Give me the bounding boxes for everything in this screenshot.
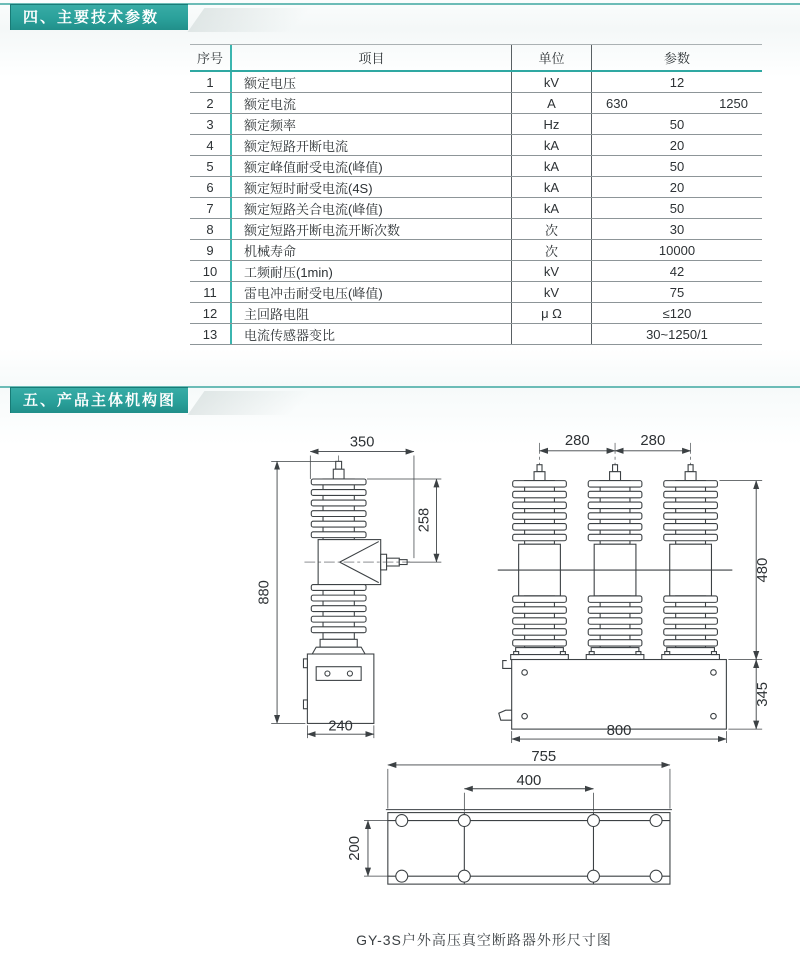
cell-value: 50 bbox=[669, 116, 685, 132]
cell-value bbox=[592, 93, 762, 113]
dim-label-480: 480 bbox=[755, 557, 772, 583]
col-header-no: 序号 bbox=[190, 45, 232, 70]
table-row bbox=[190, 198, 762, 219]
dim-label-240: 240 bbox=[328, 718, 353, 735]
cell-unit: Hz bbox=[512, 114, 592, 134]
cell-item: 额定电压 bbox=[232, 72, 512, 92]
cell-value: 42 bbox=[669, 263, 685, 279]
col-header-item: 项目 bbox=[232, 45, 512, 70]
cell-item: 雷电冲击耐受电压(峰值) bbox=[232, 282, 512, 302]
table-row bbox=[190, 135, 762, 156]
table-row bbox=[190, 156, 762, 177]
cell-no: 11 bbox=[190, 282, 232, 302]
cell-item: 额定短路关合电流(峰值) bbox=[232, 198, 512, 218]
mounting-hole bbox=[650, 815, 662, 827]
cell-value-left: 630 bbox=[606, 95, 628, 111]
lifting-hook bbox=[499, 710, 512, 720]
cell-no: 3 bbox=[190, 114, 232, 134]
table-row bbox=[190, 324, 762, 345]
dim-label-280-right: 280 bbox=[640, 432, 666, 449]
mounting-hole bbox=[588, 815, 600, 827]
table-row bbox=[190, 261, 762, 282]
cell-item: 额定短时耐受电流(4S) bbox=[232, 177, 512, 197]
cell-value: 30~1250/1 bbox=[646, 326, 708, 342]
table-row bbox=[190, 93, 762, 114]
cell-unit bbox=[512, 324, 592, 344]
cell-unit: kA bbox=[512, 177, 592, 197]
table-row bbox=[190, 240, 762, 261]
dim-label-350: 350 bbox=[349, 434, 375, 451]
section-5-title: 五、产品主体机构图 bbox=[23, 392, 177, 409]
dim-label-200: 200 bbox=[347, 835, 364, 861]
mounting-hole bbox=[458, 815, 470, 827]
dim-label-280-left: 280 bbox=[564, 432, 590, 449]
cell-no: 12 bbox=[190, 303, 232, 323]
dim-label-755: 755 bbox=[531, 748, 557, 765]
cell-unit: kA bbox=[512, 156, 592, 176]
cell-unit: 次 bbox=[512, 219, 592, 239]
side-view-drawing bbox=[236, 434, 456, 742]
section-4-title: 四、主要技术参数 bbox=[23, 9, 160, 26]
cell-item: 工频耐压(1min) bbox=[232, 261, 512, 281]
cell-unit: μ Ω bbox=[512, 303, 592, 323]
cell-value-right: 1250 bbox=[719, 95, 748, 111]
table-row bbox=[190, 219, 762, 240]
cell-item: 额定短路开断电流 bbox=[232, 135, 512, 155]
cell-item: 额定峰值耐受电流(峰值) bbox=[232, 156, 512, 176]
front-view-base-box bbox=[499, 660, 727, 730]
banner-swoosh bbox=[188, 8, 355, 32]
cell-value: 12 bbox=[669, 74, 685, 90]
table-row bbox=[190, 282, 762, 303]
table-row bbox=[190, 72, 762, 93]
cell-item: 额定频率 bbox=[232, 114, 512, 134]
cell-value: ≤120 bbox=[662, 305, 692, 321]
cell-value: 20 bbox=[669, 137, 685, 153]
table-row bbox=[190, 303, 762, 324]
parameters-table bbox=[190, 44, 762, 345]
plan-view-drawing bbox=[330, 748, 698, 902]
cell-unit: kV bbox=[512, 282, 592, 302]
cell-unit: kV bbox=[512, 72, 592, 92]
cell-no: 4 bbox=[190, 135, 232, 155]
dim-label-345: 345 bbox=[755, 681, 772, 707]
side-view-pole bbox=[304, 456, 410, 681]
cell-item: 主回路电阻 bbox=[232, 303, 512, 323]
lifting-hook bbox=[503, 661, 512, 669]
banner-swoosh bbox=[188, 391, 355, 415]
cell-unit: kV bbox=[512, 261, 592, 281]
table-row bbox=[190, 177, 762, 198]
cell-value: 10000 bbox=[658, 242, 696, 258]
cell-unit: 次 bbox=[512, 240, 592, 260]
cell-unit: kA bbox=[512, 135, 592, 155]
section-heading-5 bbox=[10, 387, 188, 413]
cell-no: 2 bbox=[190, 93, 232, 113]
cell-value: 50 bbox=[669, 200, 685, 216]
cell-item: 额定短路开断电流开断次数 bbox=[232, 219, 512, 239]
cell-no: 10 bbox=[190, 261, 232, 281]
cell-no: 13 bbox=[190, 324, 232, 344]
cell-value: 75 bbox=[669, 284, 685, 300]
plan-view-base bbox=[386, 810, 672, 885]
dim-label-400: 400 bbox=[516, 772, 542, 789]
cell-unit: kA bbox=[512, 198, 592, 218]
col-header-value: 参数 bbox=[663, 51, 690, 66]
mounting-hole bbox=[458, 870, 470, 882]
side-view-base-box bbox=[303, 654, 373, 723]
cell-no: 8 bbox=[190, 219, 232, 239]
dim-label-800: 800 bbox=[606, 723, 632, 740]
cell-item: 电流传感器变比 bbox=[232, 324, 512, 344]
section-heading-4 bbox=[10, 4, 188, 30]
table-header-row bbox=[190, 44, 762, 72]
figure-caption: GY-3S户外高压真空断路器外形尺寸图 bbox=[356, 932, 612, 948]
cell-value: 30 bbox=[669, 221, 685, 237]
cell-no: 9 bbox=[190, 240, 232, 260]
table-row bbox=[190, 114, 762, 135]
cell-no: 1 bbox=[190, 72, 232, 92]
dim-label-258: 258 bbox=[416, 507, 433, 533]
cell-value: 20 bbox=[669, 179, 685, 195]
mounting-hole bbox=[588, 870, 600, 882]
dim-label-880: 880 bbox=[256, 580, 273, 605]
mounting-hole bbox=[396, 815, 408, 827]
front-view-poles bbox=[498, 443, 733, 660]
cell-unit: A bbox=[512, 93, 592, 113]
cell-item: 机械寿命 bbox=[232, 240, 512, 260]
cell-no: 6 bbox=[190, 177, 232, 197]
cell-item: 额定电流 bbox=[232, 93, 512, 113]
col-header-unit: 单位 bbox=[512, 45, 592, 70]
cell-value: 50 bbox=[669, 158, 685, 174]
cell-no: 5 bbox=[190, 156, 232, 176]
mounting-hole bbox=[396, 870, 408, 882]
mounting-hole bbox=[650, 870, 662, 882]
front-view-drawing bbox=[450, 418, 798, 746]
cell-no: 7 bbox=[190, 198, 232, 218]
